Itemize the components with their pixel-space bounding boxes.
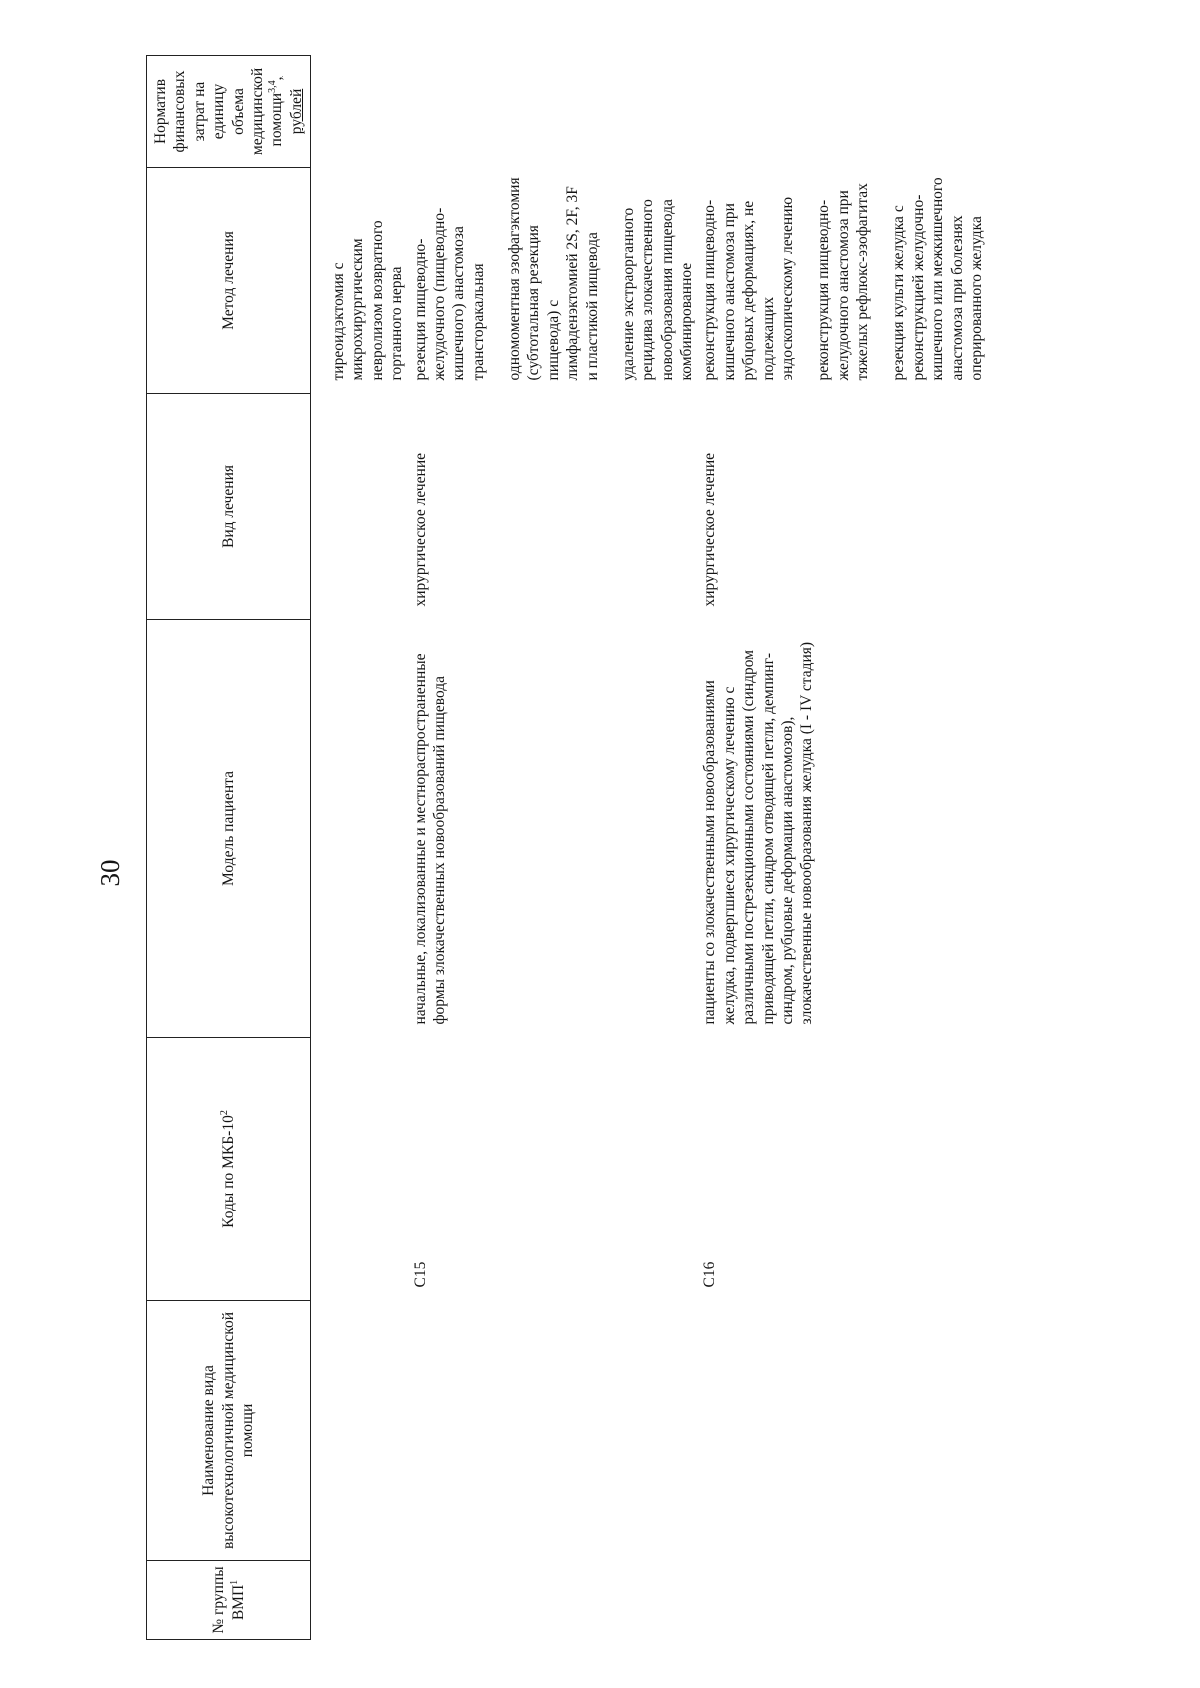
- cell-patient-model: начальные, локализованные и местнораспространенные формы злокачественных новообразований пищевода: [411, 653, 448, 1025]
- table-row: [407, 56, 697, 1640]
- method-item: резекция культи желудка с реконструкцией желудочно-кишечного или межкишечного анастомоза при болезнях оперированного желудка: [890, 177, 985, 381]
- table-row: [696, 56, 986, 1640]
- method-item: реконструкция пищеводно-желудочного анастомоза при тяжелых рефлюкс-эзофагитах: [815, 183, 871, 381]
- cell-name: [311, 1301, 407, 1561]
- cell-norm: [696, 56, 986, 168]
- method-item: реконструкция пищеводно-кишечного анастомоза при рубцовых деформациях, не подлежащих эндоскопическому лечению: [701, 196, 796, 381]
- cell-norm: [407, 56, 697, 168]
- cell-code: C16: [701, 1261, 719, 1288]
- cell-name: [407, 1301, 697, 1561]
- cell-code: C15: [411, 1261, 429, 1288]
- header-patient-model: Модель пациента: [147, 620, 311, 1038]
- cell-code: [311, 1038, 407, 1301]
- cell-group-no: [696, 1561, 986, 1640]
- cell-method: [696, 168, 986, 394]
- cell-group-no: [407, 1561, 697, 1640]
- header-norm: Норматив финансовых затрат на единицу объема медицинской помощи$^{3,4}$, рублей: [147, 56, 311, 168]
- cell-norm: [311, 56, 407, 168]
- method-item: удаление экстраорганного рецидива злокачественного новообразования пищевода комбинированное: [619, 199, 695, 381]
- cell-group-no: [311, 1561, 407, 1640]
- method-item: одномоментная эзофагэктомия (субтотальная резекция пищевода) с лимфаденэктомией 2S, 2F, 3F и пластикой пищевода: [506, 177, 601, 381]
- page-number: 30: [95, 859, 125, 887]
- header-group-no: № группы ВМП$^1$: [147, 1561, 311, 1640]
- cell-method: [311, 168, 407, 394]
- vmp-table: [146, 55, 986, 1640]
- cell-treatment-type: [311, 394, 407, 620]
- rotated-page-content: [146, 56, 1200, 1640]
- header-method: Метод лечения: [147, 168, 311, 394]
- table-header: [147, 56, 311, 1640]
- cell-patient-model: пациенты со злокачественными новообразованиями желудка, подвергшиеся хирургическому лечению с различными пострезекционными состояниями (синдром приводящей петли, синдром отводящей петли, демпинг-синдром, рубцовые деформации анастомозов), злокачественные новообразования желудка (I - IV стадия): [701, 641, 816, 1025]
- method-item: тиреоидэктомия с микрохирургическим невролизом возвратного гортанного нерва: [330, 220, 406, 381]
- cell-method: [407, 168, 697, 394]
- cell-patient-model: [311, 620, 407, 1038]
- header-name: Наименование вида высокотехнологичной медицинской помощи: [147, 1301, 311, 1561]
- cell-treatment-type: хирургическое лечение: [701, 453, 719, 607]
- cell-name: [696, 1301, 986, 1561]
- header-treatment-type: Вид лечения: [147, 394, 311, 620]
- method-item: резекция пищеводно-желудочного (пищеводно-кишечного) анастомоза трансторакальная: [411, 207, 487, 381]
- cell-treatment-type: хирургическое лечение: [411, 453, 429, 607]
- table-row: [311, 56, 407, 1640]
- header-codes: Коды по МКБ-$10^2$: [147, 1038, 311, 1301]
